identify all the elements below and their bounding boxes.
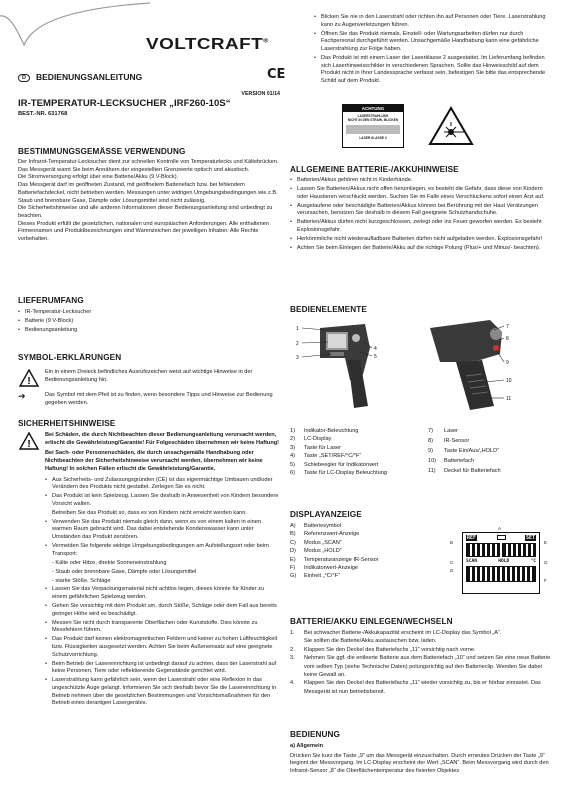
battery-hints-heading: ALLGEMEINE BATTERIE-/AKKUHINWEISE (290, 165, 459, 174)
list-item: • Verwenden Sie das Produkt niemals gleich dann, wenn es von einem kalten in einen warmen Raum gebracht wird. Das dabei entstehende Kondenswasser kann unter Umständen das Produkt zerstören. (45, 519, 280, 542)
list-item: • Aus Sicherheits- und Zulassungsgründen (CE) ist das eigenmächtige Umbauen und/oder Verändern des Produkts nicht gestattet. Zerlegen Sie es nicht. (45, 477, 280, 492)
list-item: • Laserstrahlung kann gefährlich sein, wenn der Laserstrahl oder eine Reflexion in das ungeschützte Auge gelangt. Informieren Sie sich deshalb bevor Sie die Lasereinrichtung in Betrieb nehmen über die gesetzlichen Bestimmungen und Vorsichtsmaßnahmen für den Betrieb eines derartigen Lasergerätes. (45, 677, 280, 708)
callout-1: 1 (296, 326, 299, 332)
lcd-scan-label: SCAN (466, 559, 478, 564)
intended-use-para: Der Infrarot-Temperatur-Lecksucher dient zur schnellen Kontrolle von Temperaturlecks und Kältebrücken. Das Messgerät warnt Sie beim Annähern der eingestellten Grenzwerte optisch und akustisch. (18, 159, 279, 173)
list-item: - Staub oder brennbare Gase, Dämpfe oder Lösungsmittel (52, 568, 197, 575)
list-item: • Lassen Sie das Verpackungsmaterial nicht achtlos liegen, dieses könnte für Kinder zu einem gefährlichen Spielzeug werden. (45, 586, 280, 601)
version-label: VERSION 01/14 (241, 91, 280, 97)
brand-logo: VOLTCRAFT® (146, 36, 269, 53)
operation-subheading: a) Allgemein (290, 743, 324, 749)
svg-text:!: ! (27, 439, 31, 450)
list-item: Betreiben Sie das Produkt so, dass es von Kindern nicht erreicht werden kann. (52, 509, 247, 516)
intended-use-para: Dieses Produkt erfüllt die gesetzlichen, nationalen und europäischen Anforderungen. Alle enthaltenen Firmennamen und Produktbezeichnungen sind Warenzeichen der jeweiligen Inhaber. Alle Rechte vorbehalten. (18, 220, 269, 243)
callout-3: 3 (296, 355, 299, 361)
language-badge: D (18, 74, 30, 82)
intended-use-para: Die Stromversorgung erfolgt über eine Batterie/Akku (9 V-Block). (18, 174, 179, 181)
list-item: • Das Produkt ist mit einem Laser der Laserklasse 2 ausgestattet. Im Lieferumfang befinden sich Laserhinweisschilder in verschiedenen Sprachen. Sollte das Hinweisschild auf dem Produkt nicht in Ihrer Landessprache verfasst sein, befestigen Sie bitte das entsprechende Schild auf dem Produkt. (314, 55, 554, 86)
lcd-callout-a: A (498, 526, 502, 531)
intended-use-heading: BESTIMMUNGSGEMÄSSE VERWENDUNG (18, 147, 186, 156)
callout-11: 11 (506, 396, 512, 402)
callout-9: 9 (506, 360, 509, 366)
laser-label-line: LASERSTRAHLUNG (357, 114, 389, 118)
callout-4: 4 (374, 346, 377, 352)
list-item: • Herkömmliche nicht wiederaufladbare Batterien dürfen nicht aufgeladen werden. Explosionsgefahr! (290, 236, 554, 244)
list-item: - starke Stöße, Schläge (52, 577, 111, 584)
list-item: • Öffnen Sie das Produkt niemals. Einstell- oder Wartungsarbeiten dürfen nur durch Fachpersonal durchgeführt werden. Unsachgemäße Handhabung kann eine gefährliche Laserstrahlung zur Folge haben. (314, 31, 554, 54)
delivery-heading: LIEFERUMFANG (18, 296, 84, 305)
brand-swoosh (0, 0, 150, 60)
intended-use-para: Die Sicherheitshinweise und alle anderen Informationen dieser Bedienungsanleitung sind unbedingt zu beachten. (18, 205, 273, 220)
list-item: • Achten Sie beim Einlegen der Batterie/Akku auf die richtige Polung (Plus/+ und Minus/- beachten). (290, 245, 554, 253)
list-item: • Bedienungsanleitung (18, 327, 280, 335)
operation-heading: BEDIENUNG (290, 730, 341, 739)
warning-triangle-icon (19, 432, 39, 450)
laser-label-line: LASER KLASSE 2 (359, 135, 387, 140)
callout-8: 8 (506, 336, 509, 342)
safety-bold-warning: Bei Sach- oder Personenschäden, die durch unsachgemäße Handhabung oder Nichtbeachten der Sicherheitshinweise verursacht werden, übernehmen wir keine Haftung! In solchen Fällen erlischt die Gewährleistung/Garantie. (45, 450, 263, 472)
svg-text:!: ! (27, 376, 31, 387)
order-number: BEST.-NR. 631768 (18, 111, 68, 117)
list-item: • Das Produkt darf keinen elektromagnetischen Feldern und keiner zu hohen Luftfeuchtigkeit bzw. Flüssigkeiten ausgesetzt werden. Achten Sie beim Außeneinsatz auf eine geeignete Schutzvorrichtung. (45, 636, 280, 659)
doc-title: BEDIENUNGSANLEITUNG (36, 72, 143, 82)
list-item: • Gehen Sie vorsichtig mit dem Produkt um, durch Stöße, Schläge oder dem Fall aus bereits geringer Höhe wird es beschädigt. (45, 603, 280, 618)
callout-2: 2 (296, 341, 299, 347)
callout-10: 10 (506, 378, 512, 384)
list-item: • Blicken Sie nie in den Laserstrahl oder richten ihn auf Personen oder Tiere. Laserstrahlung kann zu Augenverletzungen führen. (314, 14, 554, 29)
laser-hazard-icon (428, 106, 474, 146)
battery-insert-heading: BATTERIE/AKKU EINLEGEN/WECHSELN (290, 617, 453, 626)
laser-label-title: ACHTUNG (343, 105, 403, 112)
list-item: • Batterien/Akkus gehören nicht in Kinderhände. (290, 177, 554, 185)
lcd-callout-f: F (544, 578, 547, 583)
lcd-callout-c: C (450, 560, 454, 565)
list-item: • Vermeiden Sie folgende widrige Umgebungsbedingungen am Aufstellungsort oder beim Transport: (45, 543, 280, 558)
list-item: • Lassen Sie Batterien/Akkus nicht offen herumliegen, es besteht die Gefahr, dass diese von Kindern oder Haustieren verschluckt werden. Suchen Sie im Falle eines Verschluckens sofort einen Arzt auf. (290, 186, 554, 201)
controls-legend-left: 1) Indikator-Beleuchtung 2) LC-Display 3) Taste für Laser 4) Taste „SET/REF/°C/°F“ 5) Schiebeegler für Indikatorwert 6) Taste für LC-Display Beleuchtung (290, 428, 388, 476)
intended-use-para: Das Messgerät darf im geöffneten Zustand, mit geöffnetem Batteriefach bzw. bei fehlendem Batteriefachdeckel, nicht betrieben werden. Messungen unter widrigen Umgebungsbedingungen wie z.B. Staub und brennbare Gase, Dämpfe oder Lösungsmittel sind nicht zulässig. (18, 182, 278, 204)
warning-symbol-text: Ein in einem Dreieck befindliches Ausrufezeichen weist auf wichtige Hinweise in der Bedienungsanleitung hin. (45, 369, 253, 383)
lcd-callout-g: G (544, 560, 548, 565)
list-item: • Das Produkt ist kein Spielzeug. Lassen Sie deshalb in Anwesenheit von Kindern besondere Vorsicht walten. (45, 493, 280, 508)
product-title: IR-TEMPERATUR-LECKSUCHER „IRF260-10S“ (18, 98, 231, 109)
arrow-icon: ➔ (18, 391, 26, 401)
display-legend: A) Batteriesymbol B) Referenzwert-Anzeige C) Modus „SCAN“ D) Modus „HOLD“ E) Temperaturanzeige IR-Sensor F) Indikatorwert-Anzeige G) Einheit „°C/°F“ (290, 523, 379, 580)
display-heading: DISPLAYANZEIGE (290, 510, 362, 519)
laser-warning-label (342, 104, 404, 148)
lcd-hold-label: HOLD (498, 559, 510, 564)
safety-heading: SICHERHEITSHINWEISE (18, 419, 116, 428)
lcd-callout-e: E (544, 540, 548, 545)
battery-insert-steps: 1. Bei schwacher Batterie-/Akkukapazität erscheint im LC-Display das Symbol „A“. Sie sollten die Batterie/Akku austauschen bzw. laden. 2. Klappen Sie den Deckel des Batteriefachs „11“ vorsichtig nach vorne. 3. Nehmen Sie ggf. die entleerte Batterie aus dem Batteriefach „10“ und setzen Sie eine neue Batterie vom selben Typ (siehe Technische Daten) polungsrichtig auf den Batterieclip. Wenden Sie dabei keine Gewalt an. 4. Klappen Sie den Deckel des Batteriefachs „11“ wieder vorsichtig zu, bis er hörbar einrastet. Das Messgerät ist nun betriebsbereit. (290, 630, 551, 695)
controls-heading: BEDIENELEMENTE (290, 305, 367, 314)
warning-triangle-icon (19, 369, 39, 387)
list-item: • Ausgelaufene oder beschädigte Batterien/Akkus können bei Berührung mit der Haut Verätzungen verursachen, benutzen Sie deshalb in diesem Fall geeignete Schutzhandschuhe. (290, 203, 554, 218)
arrow-symbol-text: Das Symbol mit dem Pfeil ist zu finden, wenn besondere Tipps und Hinweise zur Bedienung gegeben werden. (45, 392, 273, 406)
lcd-illustration (462, 532, 540, 594)
list-item: - Kälte oder Hitze, direkte Sonneneinstrahlung (52, 559, 167, 566)
lcd-callout-d: D (450, 568, 454, 573)
laser-label-line: NICHT IN DEN STRAHL BLICKEN (347, 118, 399, 123)
device-illustration (290, 318, 554, 418)
lcd-set-label: SET (525, 535, 535, 541)
callout-7: 7 (506, 324, 509, 330)
safety-bold-warning: Bei Schäden, die durch Nichtbeachten dieser Bedienungsanleitung verursacht werden, erlischt die Gewährleistung/Garantie! Für Folgeschäden übernehmen wir keine Haftung! (45, 432, 280, 446)
list-item: • Batterie (9 V-Block) (18, 318, 280, 326)
lcd-callout-b: B (450, 540, 454, 545)
callout-5: 5 (374, 354, 377, 360)
controls-legend-right: 7) Laser 8) IR-Sensor 9) Taste Ein/Aus/„HOLD“ 10) Batteriefach 11) Deckel für Batteriefach (428, 428, 501, 475)
lcd-ref-label: REF (467, 535, 477, 541)
symbols-heading: SYMBOL-ERKLÄRUNGEN (18, 353, 122, 362)
operation-text: Drücken Sie kurz die Taste „9“ um das Messgerät einzuschalten. Durch erneutes Drücken der Taste „9“ beginnt der Messvorgang. Im LC-Display erscheint der Wert „SCAN“. Beim Messvorgang wird durch den Infrarot-Sensor „8“ die Oberflächentemperatur des fixierten Objektes (290, 752, 549, 775)
list-item: • Beim Betrieb der Lasereinrichtung ist unbedingt darauf zu achten, dass der Laserstrahl auf keine Personen, Tiere oder reflektierende Gegenstände gerichtet wird. (45, 661, 280, 676)
list-item: • Batterien/Akkus dürfen nicht kurzgeschlossen, zerlegt oder ins Feuer geworfen werden. Es besteht Explosionsgefahr. (290, 219, 554, 234)
lcd-unit-label: °C (530, 559, 536, 564)
list-item: • Messen Sie nicht durch transparente Oberflächen oder Kunststoffe. Dies könnte zu Messfehlern führen. (45, 620, 280, 635)
ce-mark: CE (267, 67, 286, 82)
battery-icon (497, 535, 506, 540)
list-item: • IR-Temperatur-Lecksucher (18, 309, 280, 317)
